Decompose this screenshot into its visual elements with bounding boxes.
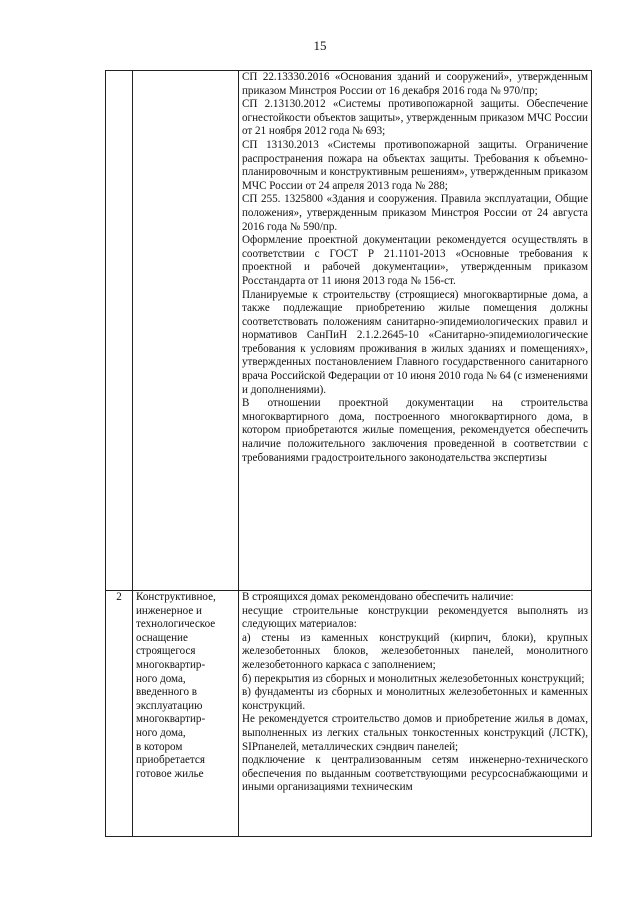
paragraph: СП 255. 1325800 «Здания и сооружения. Правила эксплуатации, Общие положения», утвержденным приказом Минстроя России от 24 августа 2016 года № 590/пр. xyxy=(242,193,588,233)
paragraph: В отношении проектной документации на строительства многоквартирного дома, построенного многоквартирного дома, в котором приобретаются жилые помещения, рекомендуется обеспечить наличие положительного заключения проведенной в соответствии с требованиями градостроительного законодательства экспертизы xyxy=(242,397,588,464)
row-number-cell xyxy=(106,71,133,591)
paragraph: Оформление проектной документации рекомендуется осуществлять в соответствии с ГОСТ Р 21.1101-2013 «Основные требования к проектной и рабочей документации», утвержденным приказом Росстандарта от 11 июня 2013 года № 156-ст. xyxy=(242,234,588,287)
table-row xyxy=(106,591,592,837)
row-content-cell xyxy=(239,591,592,837)
page-number: 15 xyxy=(313,38,327,53)
subject-line: в котором xyxy=(136,740,183,753)
subject-line: эксплуатацию xyxy=(136,699,203,712)
paragraph: В строящихся домах рекомендовано обеспечить наличие: xyxy=(242,591,514,603)
row-subject-cell xyxy=(133,71,239,591)
row-content-cell xyxy=(239,71,592,591)
table-row xyxy=(106,71,592,591)
paragraph: подключение к централизованным сетям инженерно-технического обеспечения по выданным соответствующими ресурсоснабжающими и иными организациями техническим xyxy=(242,754,588,794)
subject-line: ного дома, xyxy=(136,726,186,739)
subject-line: многоквартир- xyxy=(136,713,206,726)
subject-line: введенного в xyxy=(136,686,198,699)
subject-line: ного дома, xyxy=(136,672,186,685)
subject-line: инженерное и xyxy=(136,604,202,617)
subject-line: строящегося xyxy=(136,645,196,658)
document-table xyxy=(105,70,592,837)
subject-line: приобретается xyxy=(136,754,205,767)
subject-line: оснащение xyxy=(136,631,188,644)
subject-line: многоквартир- xyxy=(136,658,206,671)
paragraph: СП 13130.2013 «Системы противопожарной защиты. Ограничение распространения пожара на объектах защиты. Требования к объемно-планировочным и конструктивным решениям», утвержденным приказом МЧС России от 24 апреля 2013 года № 288; xyxy=(242,138,588,192)
paragraph: СП 2.13130.2012 «Системы противопожарной защиты. Обеспечение огнестойкости объектов защиты», утвержденным приказом МЧС России от 21 ноября 2012 года № 693; xyxy=(242,98,588,138)
paragraph: а) стены из каменных конструкций (кирпич, блоки), крупных железобетонных блоков, железобетонных панелей, монолитного железобетонного каркаса с заполнением; xyxy=(242,631,588,671)
subject-line: Конструктивное, xyxy=(136,591,216,603)
subject-line: технологическое xyxy=(136,618,216,631)
paragraph: Не рекомендуется строительство домов и приобретение жилья в домах, выполненных из легких стальных тонкостенных конструкций (ЛСТК), SIPпанелей, металлических сэндвич панелей; xyxy=(242,713,588,753)
paragraph: б) перекрытия из сборных и монолитных железобетонных конструкций; xyxy=(242,672,585,685)
subject-line: готовое жилье xyxy=(136,767,204,780)
row-subject-cell xyxy=(133,591,239,837)
row-number-cell: 2 xyxy=(106,591,133,837)
paragraph: в) фундаменты из сборных и монолитных железобетонных и каменных конструкций. xyxy=(242,686,588,712)
paragraph: СП 22.13330.2016 «Основания зданий и сооружений», утвержденным приказом Минстроя России от 16 декабря 2016 года № 970/пр; xyxy=(242,71,588,97)
paragraph: Планируемые к строительству (строящиеся) многоквартирные дома, а также подлежащие приобретению жилые помещения должны соответствовать положениям санитарно-эпидемиологических правил и нормативов СанПиН 2.1.2.2645-10 «Санитарно-эпидемиологические требования к условиям проживания в жилых зданиях и помещениях», утвержденных постановлением Главного государственного санитарного врача Российской Федерации от 10 июня 2010 года № 64 (с изменениями и дополнениями). xyxy=(242,288,588,396)
paragraph: несущие строительные конструкции рекомендуется выполнять из следующих материалов: xyxy=(242,604,588,631)
